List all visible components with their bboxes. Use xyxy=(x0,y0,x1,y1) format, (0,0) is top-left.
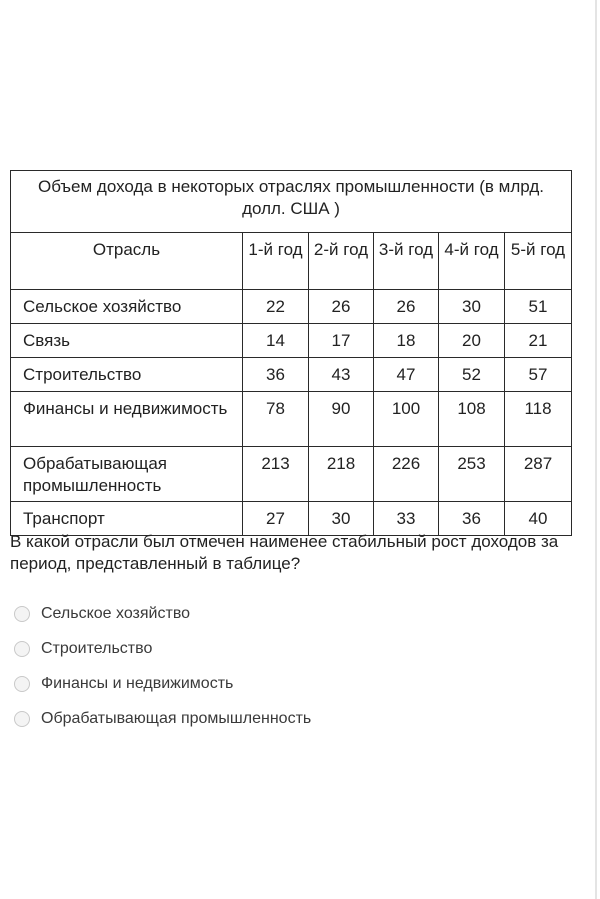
table-caption: Объем дохода в некоторых отраслях промышленности (в млрд. долл. США ) xyxy=(11,171,572,233)
table-row xyxy=(11,447,572,502)
table-row xyxy=(11,358,572,392)
row-value: 30 xyxy=(439,290,505,324)
row-value: 226 xyxy=(374,447,439,502)
option-agriculture[interactable] xyxy=(14,596,574,631)
row-value: 36 xyxy=(439,502,505,536)
option-label: Финансы и недвижимость xyxy=(41,674,234,692)
header-year-5: 5-й год xyxy=(505,233,572,290)
header-year-4: 4-й год xyxy=(439,233,505,290)
row-value: 30 xyxy=(309,502,374,536)
radio-button[interactable] xyxy=(14,606,30,622)
row-value: 17 xyxy=(309,324,374,358)
header-year-2: 2-й год xyxy=(309,233,374,290)
row-value: 47 xyxy=(374,358,439,392)
row-value: 36 xyxy=(243,358,309,392)
row-name: Связь xyxy=(11,324,243,358)
table-row xyxy=(11,324,572,358)
row-value: 14 xyxy=(243,324,309,358)
row-name: Сельское хозяйство xyxy=(11,290,243,324)
question-text: В какой отрасли был отмечен наименее стабильный рост доходов за период, представленный в таблице? xyxy=(10,532,559,573)
radio-button[interactable] xyxy=(14,641,30,657)
row-value: 52 xyxy=(439,358,505,392)
row-value: 118 xyxy=(505,392,572,447)
option-label: Обрабатывающая промышленность xyxy=(41,709,312,727)
scroll-edge xyxy=(595,0,597,899)
row-value: 57 xyxy=(505,358,572,392)
row-value: 90 xyxy=(309,392,374,447)
radio-button[interactable] xyxy=(14,711,30,727)
header-sector: Отрасль xyxy=(11,233,243,290)
row-value: 26 xyxy=(374,290,439,324)
header-year-3: 3-й год xyxy=(374,233,439,290)
row-value: 213 xyxy=(243,447,309,502)
option-label: Строительство xyxy=(41,639,153,657)
row-value: 218 xyxy=(309,447,374,502)
row-name: Обрабатывающая промышленность xyxy=(11,447,243,502)
row-value: 108 xyxy=(439,392,505,447)
row-name: Финансы и недвижимость xyxy=(11,392,243,447)
row-name: Строительство xyxy=(11,358,243,392)
row-value: 253 xyxy=(439,447,505,502)
option-construction[interactable] xyxy=(14,631,574,666)
row-value: 51 xyxy=(505,290,572,324)
option-manufacturing[interactable] xyxy=(14,701,574,736)
row-name: Транспорт xyxy=(11,502,243,536)
table-row xyxy=(11,392,572,447)
row-value: 78 xyxy=(243,392,309,447)
row-value: 20 xyxy=(439,324,505,358)
row-value: 100 xyxy=(374,392,439,447)
row-value: 27 xyxy=(243,502,309,536)
row-value: 26 xyxy=(309,290,374,324)
header-year-1: 1-й год xyxy=(243,233,309,290)
option-label: Сельское хозяйство xyxy=(41,604,191,622)
row-value: 21 xyxy=(505,324,572,358)
answer-options xyxy=(14,596,574,736)
option-finance-realty[interactable] xyxy=(14,666,574,701)
row-value: 40 xyxy=(505,502,572,536)
income-table xyxy=(10,170,572,536)
row-value: 22 xyxy=(243,290,309,324)
row-value: 18 xyxy=(374,324,439,358)
table-row xyxy=(11,290,572,324)
row-value: 43 xyxy=(309,358,374,392)
radio-button[interactable] xyxy=(14,676,30,692)
row-value: 33 xyxy=(374,502,439,536)
row-value: 287 xyxy=(505,447,572,502)
